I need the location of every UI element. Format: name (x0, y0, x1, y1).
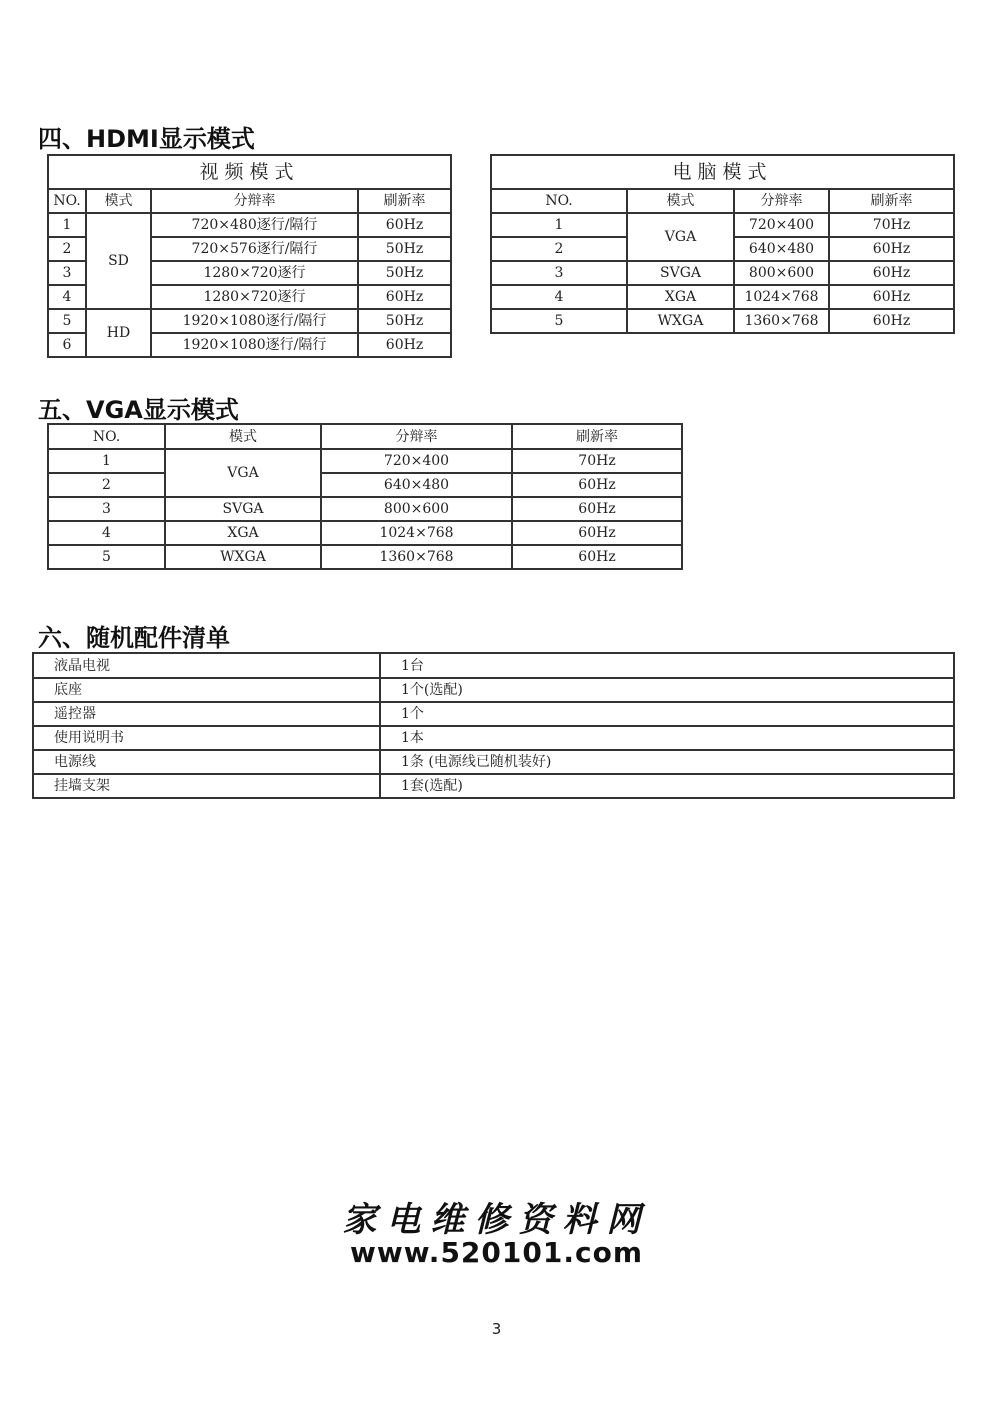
accessory-quantity: 1个 (380, 702, 954, 726)
pc-mode-title: 电脑模式 (491, 155, 954, 189)
mode-cell: VGA (627, 213, 734, 261)
table-row (491, 285, 954, 309)
resolution-cell: 1920×1080逐行/隔行 (151, 309, 358, 333)
column-header-no: NO. (48, 424, 165, 449)
mode-cell: SD (86, 213, 151, 309)
resolution-cell: 1360×768 (321, 545, 512, 569)
mode-cell: XGA (627, 285, 734, 309)
accessory-name: 挂墙支架 (33, 774, 380, 798)
table-row (48, 521, 682, 545)
accessory-quantity: 1个(选配) (380, 678, 954, 702)
row-number: 5 (48, 309, 86, 333)
row-number: 4 (48, 285, 86, 309)
resolution-cell: 1360×768 (734, 309, 829, 333)
hdmi-pc-mode-table (490, 154, 955, 334)
refresh-rate-cell: 60Hz (358, 213, 451, 237)
refresh-rate-cell: 60Hz (829, 285, 954, 309)
resolution-cell: 1280×720逐行 (151, 285, 358, 309)
table-row (48, 309, 451, 333)
column-header-mode: 模式 (86, 189, 151, 213)
table-row (33, 774, 954, 798)
column-header-mode: 模式 (627, 189, 734, 213)
refresh-rate-cell: 70Hz (512, 449, 682, 473)
accessory-name: 使用说明书 (33, 726, 380, 750)
refresh-rate-cell: 50Hz (358, 237, 451, 261)
accessories-table (32, 652, 955, 799)
hdmi-section-heading: 四、HDMI显示模式 (38, 125, 255, 153)
mode-cell: XGA (165, 521, 321, 545)
refresh-rate-cell: 50Hz (358, 261, 451, 285)
resolution-cell: 720×400 (734, 213, 829, 237)
row-number: 1 (491, 213, 627, 237)
row-number: 6 (48, 333, 86, 357)
row-number: 2 (48, 473, 165, 497)
column-header-refresh-rate: 刷新率 (358, 189, 451, 213)
resolution-cell: 800×600 (321, 497, 512, 521)
table-row (48, 449, 682, 473)
row-number: 3 (491, 261, 627, 285)
column-header-refresh-rate: 刷新率 (829, 189, 954, 213)
table-row (48, 497, 682, 521)
mode-cell: VGA (165, 449, 321, 497)
resolution-cell: 1920×1080逐行/隔行 (151, 333, 358, 357)
row-number: 5 (48, 545, 165, 569)
row-number: 3 (48, 261, 86, 285)
accessory-quantity: 1本 (380, 726, 954, 750)
accessory-quantity: 1台 (380, 653, 954, 678)
table-row (491, 309, 954, 333)
table-row (33, 726, 954, 750)
resolution-cell: 640×480 (321, 473, 512, 497)
mode-cell: WXGA (165, 545, 321, 569)
table-row (33, 750, 954, 774)
accessory-name: 液晶电视 (33, 653, 380, 678)
column-header-resolution: 分辩率 (734, 189, 829, 213)
table-row (33, 702, 954, 726)
accessory-name: 底座 (33, 678, 380, 702)
vga-mode-table (47, 423, 683, 570)
refresh-rate-cell: 50Hz (358, 309, 451, 333)
refresh-rate-cell: 60Hz (512, 521, 682, 545)
refresh-rate-cell: 60Hz (829, 261, 954, 285)
table-row (33, 678, 954, 702)
refresh-rate-cell: 60Hz (829, 237, 954, 261)
table-row (491, 213, 954, 237)
mode-cell: HD (86, 309, 151, 357)
resolution-cell: 720×400 (321, 449, 512, 473)
column-header-resolution: 分辩率 (321, 424, 512, 449)
table-row (48, 545, 682, 569)
refresh-rate-cell: 60Hz (512, 497, 682, 521)
accessory-name: 电源线 (33, 750, 380, 774)
row-number: 4 (491, 285, 627, 309)
accessory-quantity: 1套(选配) (380, 774, 954, 798)
row-number: 2 (48, 237, 86, 261)
vga-section-heading: 五、VGA显示模式 (38, 396, 239, 424)
accessory-name: 遥控器 (33, 702, 380, 726)
refresh-rate-cell: 60Hz (829, 309, 954, 333)
page-number: 3 (491, 1320, 502, 1338)
watermark-url: www.520101.com (350, 1236, 643, 1269)
row-number: 2 (491, 237, 627, 261)
resolution-cell: 800×600 (734, 261, 829, 285)
row-number: 5 (491, 309, 627, 333)
table-row (48, 213, 451, 237)
resolution-cell: 640×480 (734, 237, 829, 261)
column-header-no: NO. (48, 189, 86, 213)
watermark-title: 家电维修资料网 (342, 1200, 651, 1240)
accessories-section-heading: 六、随机配件清单 (38, 624, 230, 652)
column-header-no: NO. (491, 189, 627, 213)
video-mode-title: 视频模式 (48, 155, 451, 189)
row-number: 1 (48, 449, 165, 473)
table-row (33, 653, 954, 678)
resolution-cell: 720×480逐行/隔行 (151, 213, 358, 237)
refresh-rate-cell: 60Hz (512, 473, 682, 497)
column-header-refresh-rate: 刷新率 (512, 424, 682, 449)
row-number: 4 (48, 521, 165, 545)
table-row (48, 473, 682, 497)
row-number: 1 (48, 213, 86, 237)
resolution-cell: 1024×768 (734, 285, 829, 309)
refresh-rate-cell: 60Hz (512, 545, 682, 569)
row-number: 3 (48, 497, 165, 521)
column-header-mode: 模式 (165, 424, 321, 449)
refresh-rate-cell: 70Hz (829, 213, 954, 237)
resolution-cell: 720×576逐行/隔行 (151, 237, 358, 261)
hdmi-video-mode-table (47, 154, 452, 358)
mode-cell: SVGA (165, 497, 321, 521)
resolution-cell: 1280×720逐行 (151, 261, 358, 285)
table-row (491, 261, 954, 285)
accessory-quantity: 1条 (电源线已随机装好) (380, 750, 954, 774)
mode-cell: WXGA (627, 309, 734, 333)
refresh-rate-cell: 60Hz (358, 285, 451, 309)
refresh-rate-cell: 60Hz (358, 333, 451, 357)
mode-cell: SVGA (627, 261, 734, 285)
column-header-resolution: 分辩率 (151, 189, 358, 213)
resolution-cell: 1024×768 (321, 521, 512, 545)
